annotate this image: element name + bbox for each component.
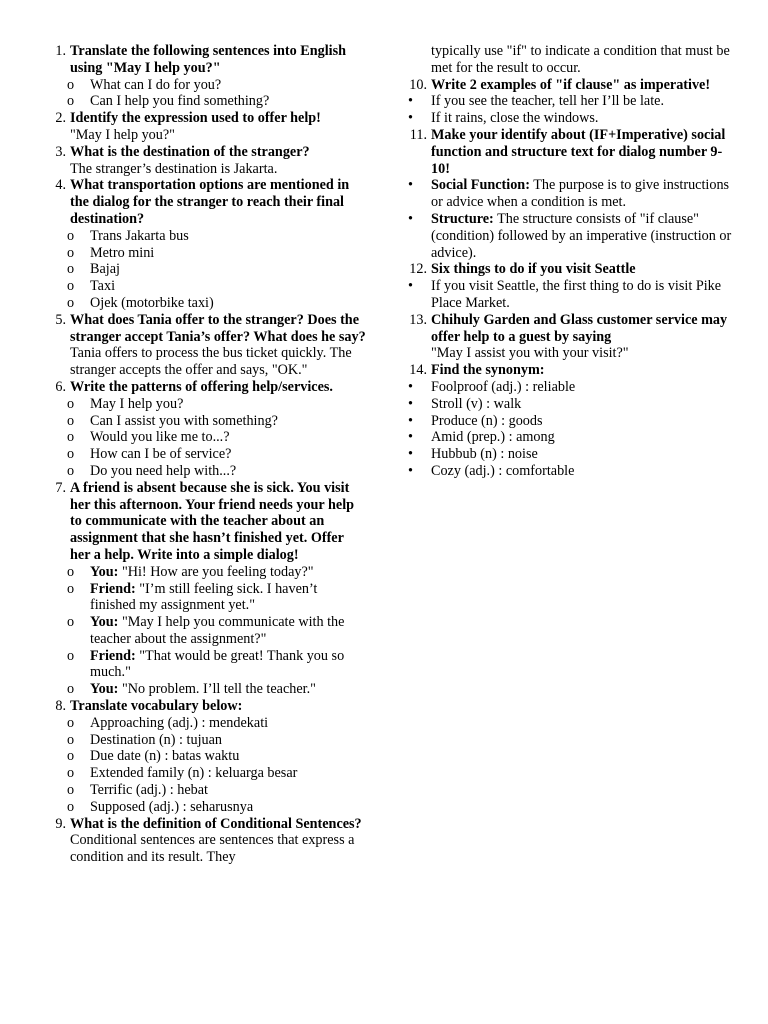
question-text: Translate vocabulary below: — [70, 698, 243, 715]
question-text: A friend is absent because she is sick. You visit her this afternoon. Your friend needs your help to communicate with the teacher about an assignment that she hasn’t finished yet. Offer her a help. Write into a simple dialog! — [70, 479, 355, 563]
question-text: Translate the following sentences into English using "May I help you?" — [70, 43, 347, 76]
speaker-label: You: — [90, 614, 119, 631]
speaker-label: Friend: — [90, 647, 136, 664]
question-12 — [405, 261, 741, 278]
dialog-text: "May I help you communicate with the teacher about the assignment?" — [90, 614, 345, 647]
list-item: o Destination (n) : tujuan — [90, 732, 366, 749]
list-item: • If you visit Seattle, the first thing to do is visit Pike Place Market. — [431, 278, 741, 312]
list-item: • Produce (n) : goods — [431, 413, 741, 430]
answer-list — [44, 396, 366, 480]
dialog-line — [90, 614, 366, 648]
question-number: 12. — [409, 261, 427, 278]
dialog-line — [90, 648, 366, 682]
item-text: The purpose is to give instructions or advice when a condition is met. — [431, 177, 730, 211]
list-item: o Do you need help with...? — [90, 463, 366, 480]
question-number: 3. — [55, 143, 66, 160]
example-list — [405, 93, 741, 127]
question-text: Make your identify about (IF+Imperative) social function and structure text for dialog number 9-10! — [431, 126, 726, 177]
question-4 — [44, 177, 366, 227]
question-11 — [405, 127, 741, 177]
list-item: o Due date (n) : batas waktu — [90, 748, 366, 765]
speaker-label: You: — [90, 681, 119, 698]
list-item: • Foolproof (adj.) : reliable — [431, 379, 741, 396]
question-8 — [44, 698, 366, 715]
question-text: What transportation options are mentioned in the dialog for the stranger to reach their final destination? — [70, 177, 350, 227]
dialog-list — [44, 564, 366, 698]
question-text: Write the patterns of offering help/services. — [70, 378, 333, 395]
list-item: o Approaching (adj.) : mendekati — [90, 715, 366, 732]
answer-list — [44, 77, 366, 111]
question-9 — [44, 816, 366, 866]
list-item: • Stroll (v) : walk — [431, 396, 741, 413]
question-text: Chihuly Garden and Glass customer service may offer help to a guest by saying — [431, 311, 728, 345]
list-item: o How can I be of service? — [90, 446, 366, 463]
list-item: o Trans Jakarta bus — [90, 228, 366, 245]
list-item: o Terrific (adj.) : hebat — [90, 782, 366, 799]
speaker-label: You: — [90, 563, 119, 580]
left-column — [44, 43, 366, 866]
answer-text: "May I help you?" — [70, 126, 175, 143]
answer-list — [405, 278, 741, 312]
dialog-text: "Hi! How are you feeling today?" — [121, 563, 314, 580]
question-number: 4. — [55, 177, 66, 194]
question-3 — [44, 144, 366, 178]
list-item: o Can I help you find something? — [90, 93, 366, 110]
dialog-line — [90, 564, 366, 581]
answer-text: "May I assist you with your visit?" — [431, 345, 629, 362]
question-text: What is the destination of the stranger? — [70, 143, 310, 160]
answer-list — [405, 177, 741, 261]
list-item: • If it rains, close the windows. — [431, 110, 741, 127]
question-text: What is the definition of Conditional Sentences? — [70, 815, 362, 832]
answer-text: The stranger’s destination is Jakarta. — [70, 160, 278, 177]
list-item: • Cozy (adj.) : comfortable — [431, 463, 741, 480]
answer-text: Tania offers to process the bus ticket quickly. The stranger accepts the offer and says, "OK." — [70, 345, 352, 379]
question-number: 7. — [55, 479, 66, 496]
question-number: 11. — [409, 126, 427, 143]
synonym-list — [405, 379, 741, 480]
question-text: Find the synonym: — [431, 362, 545, 379]
question-10 — [405, 77, 741, 94]
answer-text: Conditional sentences are sentences that express a condition and its result. They — [70, 832, 355, 866]
list-item: o May I help you? — [90, 396, 366, 413]
list-item: o Metro mini — [90, 245, 366, 262]
list-item: o Extended family (n) : keluarga besar — [90, 765, 366, 782]
question-14 — [405, 362, 741, 379]
vocabulary-list — [44, 715, 366, 816]
list-item: o What can I do for you? — [90, 77, 366, 94]
list-item: o Supposed (adj.) : seharusnya — [90, 799, 366, 816]
list-item: • If you see the teacher, tell her I’ll be late. — [431, 93, 741, 110]
list-item: • Hubbub (n) : noise — [431, 446, 741, 463]
item-label: Structure: — [431, 210, 494, 227]
question-7 — [44, 480, 366, 564]
answer-list — [44, 228, 366, 312]
list-item: o Can I assist you with something? — [90, 413, 366, 430]
question-6 — [44, 379, 366, 396]
question-number: 5. — [55, 311, 66, 328]
right-column — [405, 43, 741, 480]
question-2 — [44, 110, 366, 144]
question-number: 9. — [55, 815, 66, 832]
question-number: 10. — [409, 76, 427, 93]
question-number: 14. — [409, 362, 427, 379]
question-13 — [405, 312, 741, 362]
dialog-line — [90, 581, 366, 615]
question-1 — [44, 43, 366, 77]
dialog-text: "That would be great! Thank you so much." — [90, 647, 345, 681]
question-number: 13. — [409, 311, 427, 328]
list-item: o Bajaj — [90, 261, 366, 278]
dialog-text: "I’m still feeling sick. I haven’t finished my assignment yet." — [90, 580, 318, 614]
question-text: Identify the expression used to offer help! — [70, 110, 321, 127]
question-5 — [44, 312, 366, 379]
answer-continuation: typically use "if" to indicate a condition that must be met for the result to occur. — [431, 43, 730, 76]
question-text: Write 2 examples of "if clause" as imperative! — [431, 76, 711, 93]
dialog-line — [90, 681, 366, 698]
list-item — [431, 177, 741, 211]
speaker-label: Friend: — [90, 580, 136, 597]
list-item — [431, 211, 741, 261]
question-number: 2. — [55, 110, 66, 127]
list-item: o Taxi — [90, 278, 366, 295]
item-label: Social Function: — [431, 177, 530, 194]
question-number: 8. — [55, 698, 66, 715]
item-text: The structure consists of "if clause" (condition) followed by an imperative (instruction or advice). — [431, 210, 732, 261]
question-number: 6. — [55, 378, 66, 395]
question-number: 1. — [55, 43, 66, 59]
question-text: What does Tania offer to the stranger? Does the stranger accept Tania’s offer? What does he say? — [70, 311, 366, 345]
list-item: • Amid (prep.) : among — [431, 429, 741, 446]
dialog-text: "No problem. I’ll tell the teacher." — [121, 681, 316, 698]
list-item: o Ojek (motorbike taxi) — [90, 295, 366, 312]
question-text: Six things to do if you visit Seattle — [431, 261, 636, 278]
list-item: o Would you like me to...? — [90, 429, 366, 446]
